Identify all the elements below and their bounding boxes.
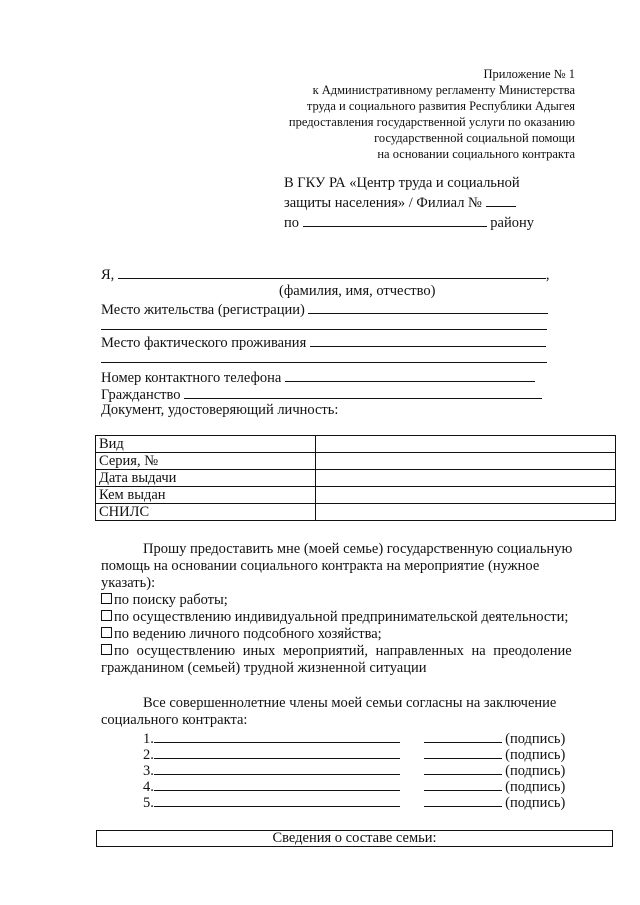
option-label: по осуществлению индивидуальной предпринимательской деятельности; — [114, 609, 569, 625]
member-name-field[interactable] — [154, 777, 400, 791]
phone-field[interactable] — [285, 368, 535, 382]
option-label: по поиску работы; — [114, 592, 228, 608]
member-signature-field[interactable] — [424, 745, 502, 759]
residence-row — [101, 300, 548, 319]
member-name-field[interactable] — [154, 793, 400, 807]
i-suffix: , — [545, 267, 550, 283]
appendix-line: на основании социального контракта — [377, 147, 575, 161]
actual-residence-field[interactable] — [310, 333, 546, 347]
addressee-line-3 — [284, 213, 534, 233]
member-signature-field[interactable] — [424, 777, 502, 791]
id-series-value[interactable] — [316, 453, 616, 470]
branch-number-field[interactable] — [486, 193, 516, 207]
table-row — [96, 436, 616, 453]
applicant-name-row — [101, 265, 550, 284]
fio-hint: (фамилия, имя, отчество) — [279, 283, 436, 299]
residence-field-line-2[interactable] — [101, 329, 547, 330]
actual-residence-field-line-2[interactable] — [101, 362, 547, 363]
id-issued-by-value[interactable] — [316, 487, 616, 504]
id-issue-date-value[interactable] — [316, 470, 616, 487]
option-other-measures[interactable] — [101, 643, 573, 660]
citizenship-label: Гражданство — [101, 387, 181, 403]
id-issue-date-label: Дата выдачи — [96, 470, 316, 487]
appendix-line: к Административному регламенту Министерства — [312, 83, 575, 97]
addressee-block — [284, 174, 534, 233]
option-label: по ведению личного подсобного хозяйства; — [114, 626, 382, 642]
member-name-field[interactable] — [154, 745, 400, 759]
snils-value[interactable] — [316, 504, 616, 521]
row-number: 4. — [143, 779, 154, 795]
appendix-header — [255, 66, 575, 162]
checkbox-icon[interactable] — [101, 610, 112, 621]
fio-field[interactable] — [118, 265, 546, 279]
table-row — [96, 487, 616, 504]
checkbox-icon[interactable] — [101, 644, 112, 655]
member-signature-field[interactable] — [424, 793, 502, 807]
option-entrepreneurship[interactable] — [101, 609, 568, 626]
table-row — [96, 470, 616, 487]
appendix-line: предоставления государственной услуги по оказанию — [288, 115, 575, 129]
appendix-line: Приложение № 1 — [483, 67, 575, 81]
table-row — [96, 504, 616, 521]
id-type-label: Вид — [96, 436, 316, 453]
checkbox-icon[interactable] — [101, 593, 112, 604]
appendix-line: государственной социальной помощи — [374, 131, 575, 145]
district-field[interactable] — [303, 213, 487, 227]
member-signature-field[interactable] — [424, 729, 502, 743]
member-signature-field[interactable] — [424, 761, 502, 775]
signature-label: (подпись) — [505, 731, 566, 747]
citizenship-field[interactable] — [184, 385, 542, 399]
option-job-search[interactable] — [101, 592, 228, 609]
request-line-2: помощь на основании социального контракта на мероприятие (нужное — [101, 558, 540, 574]
branch-label: защиты населения» / Филиал № — [284, 195, 482, 211]
family-composition-title: Сведения о составе семьи: — [272, 830, 437, 846]
i-label: Я, — [101, 267, 115, 283]
addressee-line-2 — [284, 193, 534, 213]
table-row — [96, 453, 616, 470]
family-composition-header — [96, 830, 613, 847]
signature-label: (подпись) — [505, 747, 566, 763]
option-household-farming[interactable] — [101, 626, 382, 643]
district-prefix: по — [284, 215, 300, 231]
option-other-measures-cont: гражданином (семьей) трудной жизненной ситуации — [101, 660, 427, 676]
signature-label: (подпись) — [505, 795, 566, 811]
consent-line-1: Все совершеннолетние члены моей семьи согласны на заключение — [143, 695, 557, 711]
id-type-value[interactable] — [316, 436, 616, 453]
id-doc-label: Документ, удостоверяющий личность: — [101, 402, 339, 418]
signature-label: (подпись) — [505, 779, 566, 795]
signature-label: (подпись) — [505, 763, 566, 779]
request-line-3: указать): — [101, 575, 156, 591]
id-document-table — [95, 435, 616, 521]
row-number: 1. — [143, 731, 154, 747]
row-number: 2. — [143, 747, 154, 763]
row-number: 3. — [143, 763, 154, 779]
member-name-field[interactable] — [154, 729, 400, 743]
member-name-field[interactable] — [154, 761, 400, 775]
phone-label: Номер контактного телефона — [101, 370, 282, 386]
checkbox-icon[interactable] — [101, 627, 112, 638]
option-label: по осуществлению иных мероприятий, направленных на преодоление — [114, 643, 572, 659]
row-number: 5. — [143, 795, 154, 811]
district-suffix: району — [490, 215, 534, 231]
id-series-label: Серия, № — [96, 453, 316, 470]
residence-label: Место жительства (регистрации) — [101, 302, 305, 318]
addressee-line-1: В ГКУ РА «Центр труда и социальной — [284, 175, 520, 191]
snils-label: СНИЛС — [96, 504, 316, 521]
id-issued-by-label: Кем выдан — [96, 487, 316, 504]
appendix-line: труда и социального развития Республики Адыгея — [306, 99, 575, 113]
residence-field[interactable] — [308, 300, 548, 314]
consent-line-2: социального контракта: — [101, 712, 248, 728]
actual-residence-row — [101, 333, 546, 352]
request-line-1: Прошу предоставить мне (моей семье) государственную социальную — [143, 541, 573, 557]
actual-residence-label: Место фактического проживания — [101, 335, 307, 351]
family-member-row — [143, 793, 565, 812]
